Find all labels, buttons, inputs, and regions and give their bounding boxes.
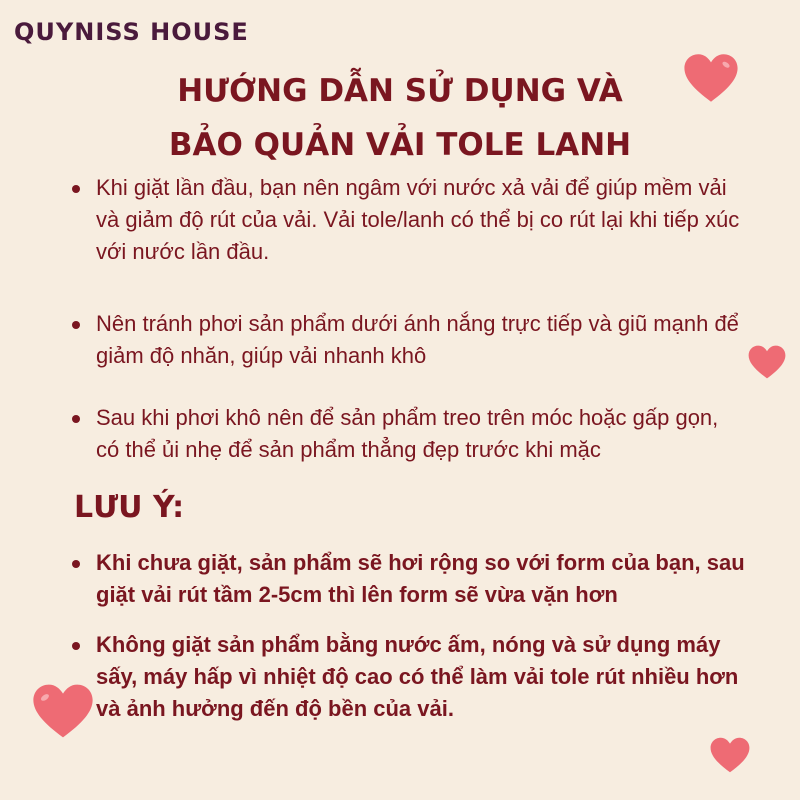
page-title [0,64,800,172]
instruction-list [96,172,746,506]
instruction-item: Sau khi phơi khô nên để sản phẩm treo trên móc hoặc gấp gọn, có thể ủi nhẹ để sản phẩm thẳng đẹp trước khi mặc [96,402,746,466]
heart-icon [708,736,752,774]
note-item: Không giặt sản phẩm bằng nước ấm, nóng và sử dụng máy sấy, máy hấp vì nhiệt độ cao có thể làm vải tole rút nhiều hơn và ảnh hưởng đến độ bền của vải. [96,629,756,725]
title-line-2: BẢO QUẢN VẢI TOLE LANH [168,127,632,163]
heart-icon [30,682,96,740]
instruction-item: Nên tránh phơi sản phẩm dưới ánh nắng trực tiếp và giũ mạnh để giảm độ nhăn, giúp vải nhanh khô [96,308,746,372]
note-item: Khi chưa giặt, sản phẩm sẽ hơi rộng so với form của bạn, sau giặt vải rút tầm 2-5cm thì lên form sẽ vừa vặn hơn [96,547,756,611]
title-line-1: HƯỚNG DẪN SỬ DỤNG VÀ [177,73,623,109]
instruction-item: Khi giặt lần đầu, bạn nên ngâm với nước xả vải để giúp mềm vải và giảm độ rút của vải. Vải tole/lanh có thể bị co rút lại khi tiếp xúc với nước lần đầu. [96,172,746,268]
heart-icon [746,344,788,380]
note-heading: LƯU Ý: [74,490,185,525]
heart-icon [682,52,740,104]
brand-name: QUYNISS HOUSE [14,18,249,46]
note-list [96,547,756,743]
